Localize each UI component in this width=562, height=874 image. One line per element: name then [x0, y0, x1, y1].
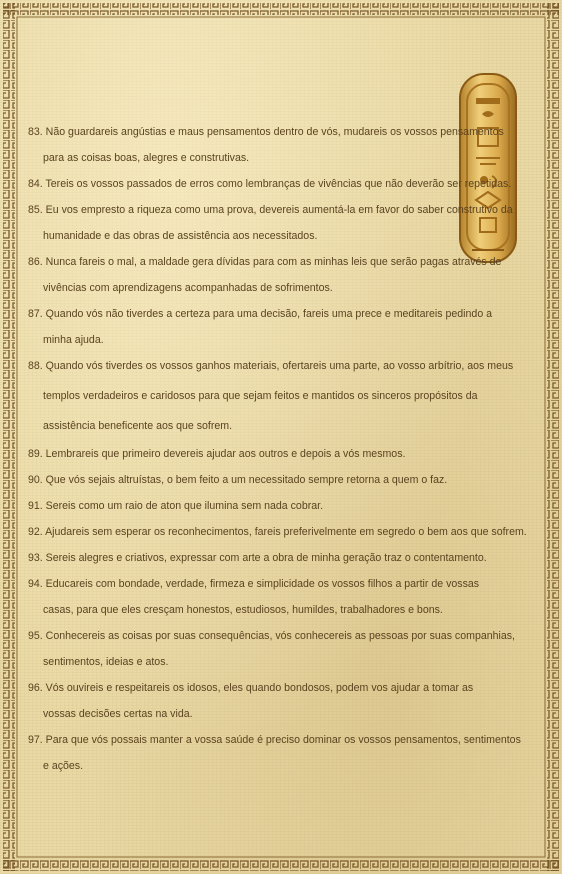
text-line: 93. Sereis alegres e criativos, expressar com arte a obra de minha geração traz o contentamento. [28, 552, 487, 564]
list-item [28, 498, 540, 524]
text-line: 87. Quando vós não tiverdes a certeza para uma decisão, fareis uma prece e meditareis pedindo a [28, 308, 493, 320]
list-item [28, 550, 540, 576]
text-line: 96. Vós ouvireis e respeitareis os idosos, eles quando bondosos, podem vos ajudar a tomar as [28, 682, 474, 694]
text-line: 86. Nunca fareis o mal, a maldade gera dívidas para com as minhas leis que serão pagas através de [28, 256, 502, 268]
text-line: sentimentos, ideias e atos. [43, 656, 169, 668]
text-line: templos verdadeiros e caridosos para que sejam feitos e mantidos os sinceros propósitos da [43, 390, 478, 402]
list-item [28, 202, 540, 254]
list-item [28, 176, 540, 202]
list-item [28, 306, 540, 358]
list-item [28, 472, 540, 498]
list-item [28, 358, 540, 446]
text-line: casas, para que eles cresçam honestos, estudiosos, humildes, trabalhadores e bons. [43, 604, 443, 616]
list-item [28, 680, 540, 732]
text-line: 92. Ajudareis sem esperar os reconhecimentos, fareis preferivelmente em segredo o bem aos que sofrem. [28, 526, 527, 538]
list-item [28, 576, 540, 628]
text-line: vossas decisões certas na vida. [43, 708, 193, 720]
text-line: minha ajuda. [43, 334, 104, 346]
text-line: assistência beneficente aos que sofrem. [43, 420, 233, 432]
text-line: 95. Conhecereis as coisas por suas consequências, vós conhecereis as pessoas por suas companhias, [28, 630, 515, 642]
list-item [28, 254, 540, 306]
text-line: e ações. [43, 760, 84, 772]
text-line: 90. Que vós sejais altruístas, o bem feito a um necessitado sempre retorna a quem o faz. [28, 474, 448, 486]
text-line: vivências com aprendizagens acompanhadas de sofrimentos. [43, 282, 333, 294]
text-line: 91. Sereis como um raio de aton que ilumina sem nada cobrar. [28, 500, 324, 512]
commandments-text [28, 124, 540, 784]
text-line: humanidade e das obras de assistência aos necessitados. [43, 230, 318, 242]
list-item [28, 524, 540, 550]
text-line: 97. Para que vós possais manter a vossa saúde é preciso dominar os vossos pensamentos, sentimentos [28, 734, 521, 746]
list-item [28, 124, 540, 176]
text-line: 84. Tereis os vossos passados de erros como lembranças de vivências que não deverão ser repetidas. [28, 178, 512, 190]
text-line: 83. Não guardareis angústias e maus pensamentos dentro de vós, mudareis os vossos pensamentos [28, 126, 504, 138]
text-line: 89. Lembrareis que primeiro devereis ajudar aos outros e depois a vós mesmos. [28, 448, 406, 460]
list-item [28, 732, 540, 784]
list-item [28, 446, 540, 472]
text-line: 94. Educareis com bondade, verdade, firmeza e simplicidade os vossos filhos a partir de vossas [28, 578, 480, 590]
list-item [28, 628, 540, 680]
text-line: para as coisas boas, alegres e construtivas. [43, 152, 250, 164]
text-line: 88. Quando vós tiverdes os vossos ganhos materiais, ofertareis uma parte, ao vosso arbítrio, aos meus [28, 360, 514, 372]
text-line: 85. Eu vos empresto a riqueza como uma prova, devereis aumentá-la em favor do saber construtivo da [28, 204, 513, 216]
